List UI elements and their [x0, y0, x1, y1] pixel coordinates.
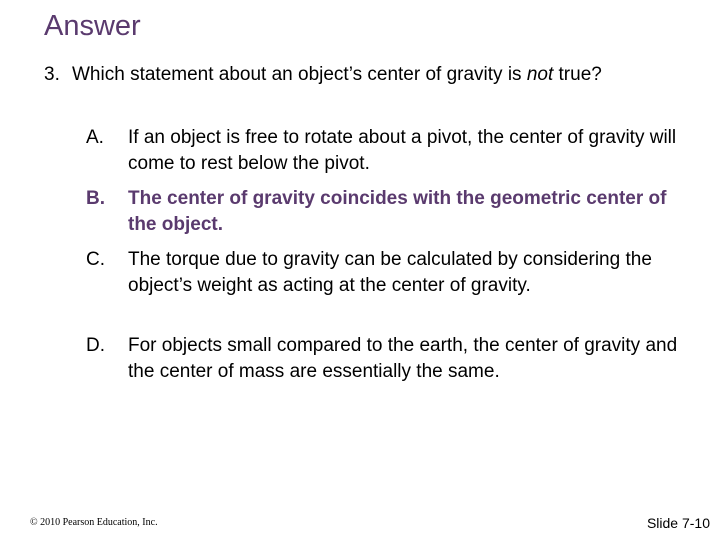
- question-number: 3.: [44, 64, 60, 85]
- option-a: [86, 125, 686, 177]
- question-text-start: Which statement about an object’s center of gravity is: [72, 64, 527, 85]
- option-letter: B.: [86, 188, 105, 209]
- option-c: [86, 247, 686, 299]
- question-text-end: true?: [553, 64, 602, 85]
- option-text: For objects small compared to the earth, the center of gravity and the center of mass are essentially the same.: [128, 335, 678, 382]
- option-text: The torque due to gravity can be calculated by considering the object’s weight as acting at the center of gravity.: [128, 249, 652, 296]
- copyright-notice: © 2010 Pearson Education, Inc.: [30, 517, 158, 528]
- slide-number: Slide 7-10: [646, 515, 710, 531]
- option-d: [86, 333, 686, 385]
- slide-title: Answer: [44, 10, 141, 42]
- option-letter: C.: [86, 249, 105, 270]
- question-emphasis: not: [526, 64, 554, 85]
- option-text: The center of gravity coincides with the geometric center of the object.: [128, 188, 667, 235]
- option-letter: A.: [86, 127, 104, 148]
- question: [44, 63, 602, 87]
- option-letter: D.: [86, 335, 105, 356]
- option-text: If an object is free to rotate about a pivot, the center of gravity will come to rest below the pivot.: [128, 127, 677, 174]
- option-b-correct-answer: [86, 186, 686, 238]
